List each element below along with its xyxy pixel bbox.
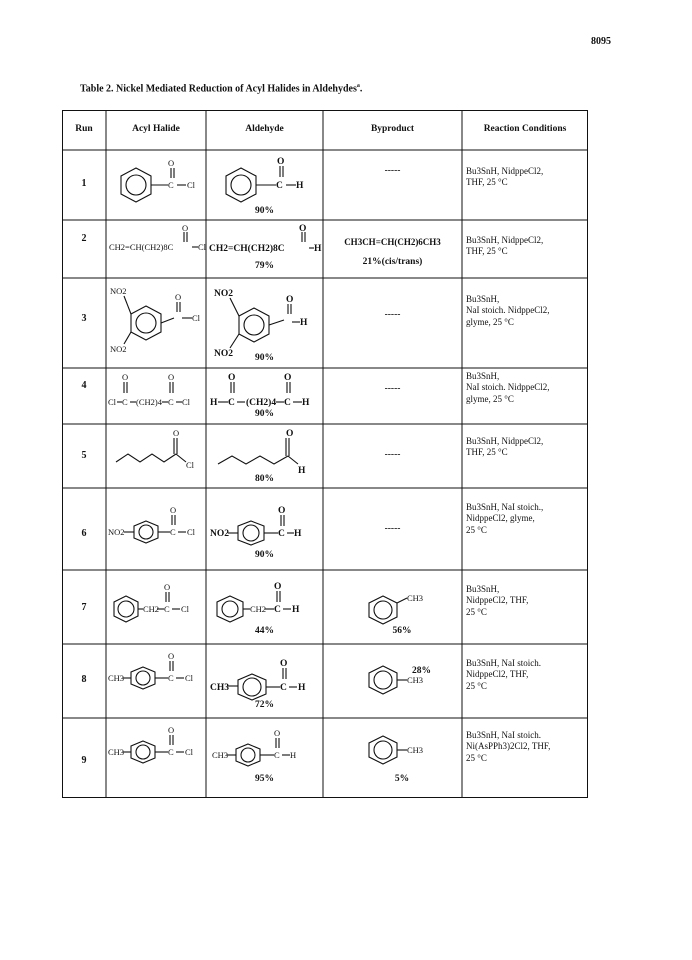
svg-text:C: C (276, 181, 283, 191)
reaction-conditions: Bu3SnH, NaI stoich. Ni(AsPPh3)2Cl2, THF, 25 °C (466, 730, 551, 763)
svg-text:CH2: CH2 (143, 604, 160, 614)
svg-text:O: O (274, 728, 281, 738)
svg-text:Cl: Cl (187, 180, 196, 190)
reaction-table (62, 110, 588, 798)
byproduct: ----- (384, 384, 401, 394)
header-aldehyde: Aldehyde (245, 124, 284, 134)
acyl-halide-structure-hexanoyl-chloride (106, 424, 206, 488)
svg-text:O: O (286, 429, 294, 439)
run-number: 9 (81, 755, 87, 766)
svg-text:H: H (300, 318, 308, 328)
svg-text:H: H (294, 529, 302, 539)
run-number: 3 (81, 313, 87, 324)
svg-text:O: O (278, 506, 286, 516)
svg-text:H: H (314, 244, 322, 254)
svg-text:O: O (299, 224, 307, 234)
aldehyde-yield: 90% (255, 409, 274, 419)
svg-text:H: H (302, 398, 310, 408)
svg-text:H: H (290, 750, 297, 760)
svg-text:NO2: NO2 (110, 344, 127, 354)
reaction-conditions: Bu3SnH, NidppeCl2, THF, 25 °C (466, 235, 544, 257)
run-number: 5 (81, 450, 87, 461)
svg-text:O: O (170, 505, 177, 515)
run-number: 4 (81, 380, 87, 391)
acyl-halide-structure-toluoyl-chloride (106, 644, 206, 718)
aldehyde-yield: 90% (255, 206, 274, 216)
svg-text:NO2: NO2 (214, 349, 233, 359)
svg-text:C: C (168, 747, 174, 757)
svg-text:O: O (182, 223, 189, 233)
header-reaction-conditions: Reaction Conditions (483, 124, 567, 134)
svg-text:H: H (296, 181, 304, 191)
svg-text:Cl: Cl (198, 242, 206, 252)
svg-text:NO2: NO2 (110, 286, 127, 296)
svg-text:CH3: CH3 (108, 673, 125, 683)
svg-text:Cl: Cl (181, 604, 190, 614)
reaction-conditions: Bu3SnH, NidppeCl2, THF, 25 °C (466, 584, 529, 617)
aldehyde-yield: 95% (255, 774, 274, 784)
svg-text:C: C (284, 398, 291, 408)
svg-text:H: H (292, 605, 300, 615)
svg-text:C: C (228, 398, 235, 408)
svg-text:CH2: CH2 (250, 604, 267, 614)
acyl-halide-structure-dinitrobenzoyl-chloride (106, 278, 206, 368)
aldehyde-yield: 90% (255, 353, 274, 363)
svg-text:O: O (280, 659, 288, 669)
svg-text:C: C (170, 527, 176, 537)
aldehyde-yield: 44% (255, 626, 274, 636)
acyl-halide-structure-toluoyl-chloride (106, 718, 206, 798)
aldehyde-yield: 80% (255, 474, 274, 484)
svg-text:O: O (175, 292, 182, 302)
svg-text:O: O (173, 428, 180, 438)
svg-text:(CH2)4: (CH2)4 (136, 397, 162, 407)
aldehyde-yield: 90% (255, 550, 274, 560)
run-number: 8 (81, 674, 87, 685)
svg-text:C: C (168, 397, 174, 407)
byproduct-yield: 5% (394, 774, 410, 784)
byproduct: ----- (384, 310, 401, 320)
acyl-halide-structure-adipoyl-chloride (106, 368, 206, 424)
svg-text:CH3: CH3 (108, 747, 125, 757)
svg-text:Cl: Cl (186, 460, 195, 470)
aldehyde-yield: 79% (255, 261, 274, 271)
byproduct: ----- (384, 166, 401, 176)
aldehyde-structure-tolualdehyde (206, 718, 323, 798)
svg-text:CH2=CH(CH2)8C: CH2=CH(CH2)8C (209, 244, 285, 254)
reaction-conditions: Bu3SnH, NaI stoich., NidppeCl2, glyme, 25 °C (466, 502, 544, 535)
svg-text:O: O (168, 372, 175, 382)
header-byproduct: Byproduct (370, 124, 415, 134)
svg-text:O: O (228, 373, 236, 383)
header-run: Run (75, 124, 93, 134)
svg-text:Cl: Cl (108, 397, 117, 407)
svg-text:O: O (274, 582, 282, 592)
acyl-halide-structure-benzoyl-chloride (106, 150, 206, 220)
svg-text:H: H (298, 683, 306, 693)
svg-text:O: O (277, 157, 285, 167)
svg-text:CH3: CH3 (210, 683, 229, 693)
byproduct-yield: 56% (392, 626, 412, 636)
svg-text:C: C (122, 397, 128, 407)
svg-text:(CH2)4: (CH2)4 (246, 398, 277, 408)
svg-text:NO2: NO2 (108, 527, 125, 537)
byproduct-yield: 21%(cis/trans) (362, 257, 423, 267)
svg-text:H: H (298, 466, 306, 476)
table-caption: Table 2. Nickel Mediated Reduction of Acyl Halides in Aldehydes$^a$. (80, 83, 363, 95)
svg-text:O: O (286, 295, 294, 305)
byproduct: ----- (384, 450, 401, 460)
run-number: 2 (81, 233, 87, 244)
svg-text:Cl: Cl (182, 397, 191, 407)
page-number: 8095 (591, 36, 611, 47)
svg-text:C: C (274, 605, 281, 615)
reaction-conditions: Bu3SnH, NidppeCl2, THF, 25 °C (466, 166, 544, 188)
svg-text:O: O (168, 725, 175, 735)
svg-text:CH3: CH3 (407, 593, 424, 603)
svg-text:C: C (274, 750, 280, 760)
svg-text:NO2: NO2 (214, 289, 233, 299)
header-acyl-halide: Acyl Halide (132, 124, 180, 134)
byproduct-structure-toluene (323, 644, 462, 718)
svg-text:O: O (284, 373, 292, 383)
aldehyde-yield: 72% (255, 700, 274, 710)
svg-text:C: C (164, 604, 170, 614)
svg-text:O: O (168, 651, 175, 661)
run-number: 6 (81, 528, 87, 539)
svg-text:O: O (122, 372, 129, 382)
byproduct-structure-toluene (323, 718, 462, 798)
byproduct: ----- (384, 524, 401, 534)
svg-text:Cl: Cl (187, 527, 196, 537)
acyl-halide-structure-phenylacetyl-chloride (106, 570, 206, 644)
svg-text:Cl: Cl (185, 747, 194, 757)
svg-text:O: O (168, 158, 175, 168)
byproduct: CH3CH=CH(CH2)6CH3 (344, 237, 441, 247)
svg-text:CH3: CH3 (407, 675, 424, 685)
svg-text:CH3: CH3 (407, 745, 424, 755)
reaction-conditions: Bu3SnH, NidppeCl2, THF, 25 °C (466, 436, 544, 458)
run-number: 7 (81, 602, 87, 613)
reaction-conditions: Bu3SnH, NaI stoich. NidppeCl2, glyme, 25 °C (466, 371, 550, 404)
svg-text:C: C (278, 529, 285, 539)
acyl-halide-structure-undecenoyl-chloride (106, 220, 206, 278)
reaction-conditions: Bu3SnH, NaI stoich. NidppeCl2, THF, 25 °C (466, 658, 541, 691)
svg-text:C: C (168, 180, 174, 190)
svg-text:Cl: Cl (185, 673, 194, 683)
svg-text:H: H (210, 398, 218, 408)
svg-text:C: C (168, 673, 174, 683)
svg-text:C: C (280, 683, 287, 693)
svg-text:O: O (164, 582, 171, 592)
acyl-halide-structure-nitrobenzoyl-chloride (106, 488, 206, 570)
svg-text:CH3: CH3 (212, 750, 229, 760)
run-number: 1 (81, 178, 87, 189)
svg-text:CH2=CH(CH2)8C: CH2=CH(CH2)8C (109, 242, 174, 252)
byproduct-yield: 28% (412, 666, 431, 676)
svg-text:Cl: Cl (192, 313, 201, 323)
reaction-conditions: Bu3SnH, NaI stoich. NidppeCl2, glyme, 25 °C (466, 294, 550, 327)
svg-text:NO2: NO2 (210, 529, 229, 539)
